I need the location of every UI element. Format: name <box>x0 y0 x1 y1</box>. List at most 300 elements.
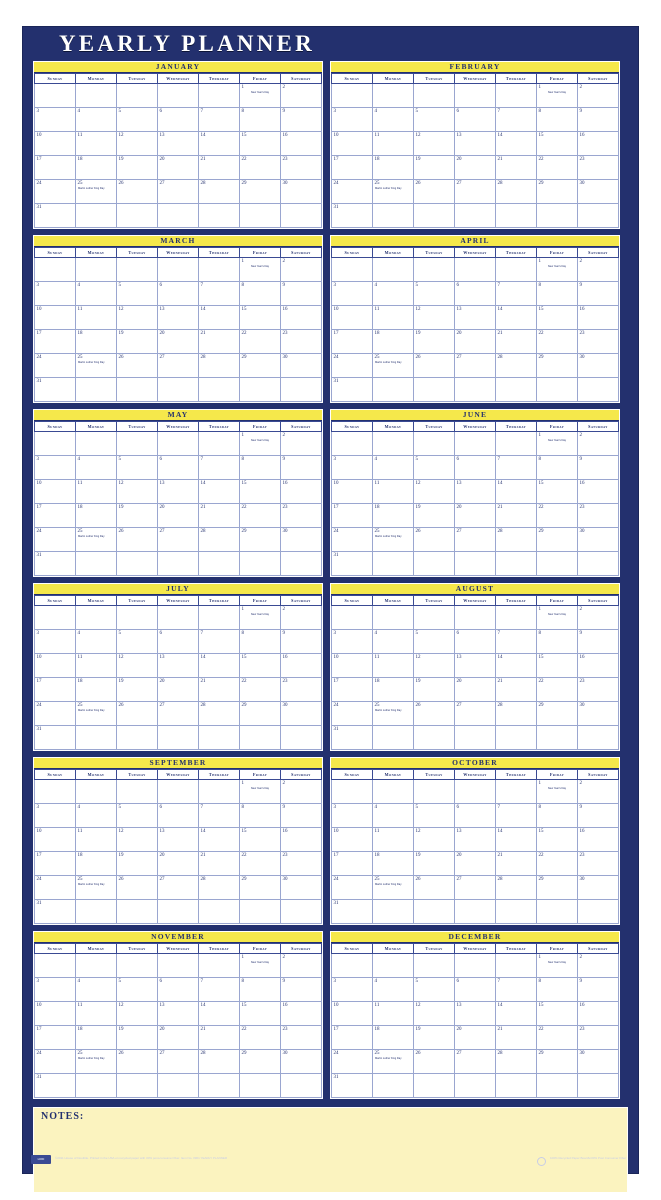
day-cell[interactable] <box>281 630 322 654</box>
day-cell[interactable] <box>578 780 619 804</box>
day-cell[interactable] <box>496 630 537 654</box>
day-cell[interactable] <box>332 330 373 354</box>
day-cell[interactable] <box>199 330 240 354</box>
day-cell[interactable] <box>496 552 537 576</box>
day-cell[interactable] <box>117 828 158 852</box>
day-cell[interactable] <box>281 504 322 528</box>
day-cell[interactable] <box>199 630 240 654</box>
day-cell[interactable] <box>240 630 281 654</box>
day-cell[interactable] <box>332 84 373 108</box>
day-cell[interactable] <box>117 654 158 678</box>
day-cell[interactable] <box>117 204 158 228</box>
day-cell[interactable] <box>240 954 281 978</box>
day-cell[interactable] <box>240 828 281 852</box>
day-cell[interactable] <box>414 432 455 456</box>
day-cell[interactable] <box>117 852 158 876</box>
day-cell[interactable] <box>158 258 199 282</box>
day-cell[interactable] <box>240 108 281 132</box>
day-cell[interactable] <box>240 654 281 678</box>
day-cell[interactable] <box>537 84 578 108</box>
notes-box[interactable] <box>33 1107 628 1193</box>
day-cell[interactable] <box>455 306 496 330</box>
day-cell[interactable] <box>117 108 158 132</box>
day-cell[interactable] <box>199 552 240 576</box>
day-cell[interactable] <box>35 1002 76 1026</box>
day-cell[interactable] <box>281 306 322 330</box>
day-cell[interactable] <box>578 354 619 378</box>
day-cell[interactable] <box>35 726 76 750</box>
day-cell[interactable] <box>76 432 117 456</box>
day-cell[interactable] <box>35 354 76 378</box>
day-cell[interactable] <box>332 528 373 552</box>
day-cell[interactable] <box>496 606 537 630</box>
day-cell[interactable] <box>455 900 496 924</box>
day-cell[interactable] <box>117 330 158 354</box>
day-cell[interactable] <box>414 780 455 804</box>
day-cell[interactable] <box>332 630 373 654</box>
day-cell[interactable] <box>373 1074 414 1098</box>
day-cell[interactable] <box>117 978 158 1002</box>
day-cell[interactable] <box>578 702 619 726</box>
day-cell[interactable] <box>332 852 373 876</box>
day-cell[interactable] <box>455 702 496 726</box>
day-cell[interactable] <box>281 84 322 108</box>
day-cell[interactable] <box>35 180 76 204</box>
day-cell[interactable] <box>281 1026 322 1050</box>
day-cell[interactable] <box>414 852 455 876</box>
day-cell[interactable] <box>240 456 281 480</box>
day-cell[interactable] <box>455 258 496 282</box>
day-cell[interactable] <box>455 552 496 576</box>
day-cell[interactable] <box>281 978 322 1002</box>
day-cell[interactable] <box>76 1074 117 1098</box>
day-cell[interactable] <box>158 132 199 156</box>
day-cell[interactable] <box>117 876 158 900</box>
day-cell[interactable] <box>578 978 619 1002</box>
day-cell[interactable] <box>332 378 373 402</box>
day-cell[interactable] <box>414 1074 455 1098</box>
day-cell[interactable] <box>578 804 619 828</box>
day-cell[interactable] <box>537 306 578 330</box>
day-cell[interactable] <box>76 726 117 750</box>
day-cell[interactable] <box>158 108 199 132</box>
day-cell[interactable] <box>373 678 414 702</box>
day-cell[interactable] <box>158 1074 199 1098</box>
day-cell[interactable] <box>117 456 158 480</box>
day-cell[interactable] <box>76 828 117 852</box>
day-cell[interactable] <box>373 954 414 978</box>
day-cell[interactable] <box>158 180 199 204</box>
day-cell[interactable] <box>281 654 322 678</box>
day-cell[interactable] <box>496 132 537 156</box>
day-cell[interactable] <box>199 456 240 480</box>
day-cell[interactable] <box>35 108 76 132</box>
day-cell[interactable] <box>455 828 496 852</box>
day-cell[interactable] <box>35 132 76 156</box>
day-cell[interactable] <box>117 1050 158 1074</box>
day-cell[interactable] <box>537 504 578 528</box>
day-cell[interactable] <box>158 480 199 504</box>
day-cell[interactable] <box>578 1002 619 1026</box>
day-cell[interactable] <box>35 1074 76 1098</box>
day-cell[interactable] <box>35 780 76 804</box>
day-cell[interactable] <box>281 852 322 876</box>
day-cell[interactable] <box>158 852 199 876</box>
day-cell[interactable] <box>496 528 537 552</box>
day-cell[interactable] <box>373 108 414 132</box>
day-cell[interactable] <box>332 954 373 978</box>
day-cell[interactable] <box>373 828 414 852</box>
day-cell[interactable] <box>158 954 199 978</box>
day-cell[interactable] <box>414 678 455 702</box>
day-cell[interactable] <box>332 1074 373 1098</box>
day-cell[interactable] <box>373 780 414 804</box>
day-cell[interactable] <box>76 1050 117 1074</box>
day-cell[interactable] <box>281 156 322 180</box>
day-cell[interactable] <box>240 552 281 576</box>
day-cell[interactable] <box>35 432 76 456</box>
day-cell[interactable] <box>332 258 373 282</box>
day-cell[interactable] <box>537 1026 578 1050</box>
day-cell[interactable] <box>537 606 578 630</box>
day-cell[interactable] <box>414 1026 455 1050</box>
day-cell[interactable] <box>240 1074 281 1098</box>
day-cell[interactable] <box>240 330 281 354</box>
day-cell[interactable] <box>199 108 240 132</box>
day-cell[interactable] <box>455 480 496 504</box>
day-cell[interactable] <box>35 282 76 306</box>
day-cell[interactable] <box>537 282 578 306</box>
day-cell[interactable] <box>332 108 373 132</box>
day-cell[interactable] <box>76 456 117 480</box>
day-cell[interactable] <box>281 204 322 228</box>
day-cell[interactable] <box>496 726 537 750</box>
day-cell[interactable] <box>76 528 117 552</box>
day-cell[interactable] <box>199 156 240 180</box>
day-cell[interactable] <box>455 282 496 306</box>
day-cell[interactable] <box>537 204 578 228</box>
day-cell[interactable] <box>281 132 322 156</box>
day-cell[interactable] <box>455 108 496 132</box>
day-cell[interactable] <box>455 528 496 552</box>
day-cell[interactable] <box>455 678 496 702</box>
day-cell[interactable] <box>158 1050 199 1074</box>
day-cell[interactable] <box>281 1050 322 1074</box>
day-cell[interactable] <box>578 726 619 750</box>
day-cell[interactable] <box>578 204 619 228</box>
day-cell[interactable] <box>281 900 322 924</box>
day-cell[interactable] <box>281 528 322 552</box>
day-cell[interactable] <box>158 828 199 852</box>
day-cell[interactable] <box>240 900 281 924</box>
day-cell[interactable] <box>199 678 240 702</box>
day-cell[interactable] <box>414 630 455 654</box>
day-cell[interactable] <box>496 780 537 804</box>
day-cell[interactable] <box>158 1026 199 1050</box>
day-cell[interactable] <box>35 156 76 180</box>
day-cell[interactable] <box>35 876 76 900</box>
day-cell[interactable] <box>35 552 76 576</box>
day-cell[interactable] <box>117 1074 158 1098</box>
day-cell[interactable] <box>537 828 578 852</box>
day-cell[interactable] <box>35 678 76 702</box>
day-cell[interactable] <box>199 1026 240 1050</box>
day-cell[interactable] <box>158 726 199 750</box>
day-cell[interactable] <box>455 84 496 108</box>
day-cell[interactable] <box>537 780 578 804</box>
day-cell[interactable] <box>199 954 240 978</box>
day-cell[interactable] <box>414 552 455 576</box>
day-cell[interactable] <box>496 804 537 828</box>
day-cell[interactable] <box>537 552 578 576</box>
day-cell[interactable] <box>537 630 578 654</box>
day-cell[interactable] <box>496 432 537 456</box>
day-cell[interactable] <box>537 480 578 504</box>
day-cell[interactable] <box>414 900 455 924</box>
day-cell[interactable] <box>281 828 322 852</box>
day-cell[interactable] <box>578 1050 619 1074</box>
day-cell[interactable] <box>496 1002 537 1026</box>
day-cell[interactable] <box>199 204 240 228</box>
day-cell[interactable] <box>455 1074 496 1098</box>
day-cell[interactable] <box>455 132 496 156</box>
day-cell[interactable] <box>35 804 76 828</box>
day-cell[interactable] <box>158 1002 199 1026</box>
day-cell[interactable] <box>578 330 619 354</box>
day-cell[interactable] <box>76 954 117 978</box>
day-cell[interactable] <box>117 900 158 924</box>
day-cell[interactable] <box>578 552 619 576</box>
day-cell[interactable] <box>332 456 373 480</box>
day-cell[interactable] <box>240 84 281 108</box>
day-cell[interactable] <box>414 306 455 330</box>
day-cell[interactable] <box>332 1002 373 1026</box>
day-cell[interactable] <box>158 978 199 1002</box>
day-cell[interactable] <box>373 654 414 678</box>
day-cell[interactable] <box>373 282 414 306</box>
day-cell[interactable] <box>332 204 373 228</box>
day-cell[interactable] <box>373 804 414 828</box>
day-cell[interactable] <box>35 306 76 330</box>
day-cell[interactable] <box>117 132 158 156</box>
day-cell[interactable] <box>281 108 322 132</box>
day-cell[interactable] <box>496 876 537 900</box>
day-cell[interactable] <box>496 1074 537 1098</box>
day-cell[interactable] <box>332 480 373 504</box>
day-cell[interactable] <box>76 378 117 402</box>
day-cell[interactable] <box>455 876 496 900</box>
day-cell[interactable] <box>117 378 158 402</box>
day-cell[interactable] <box>496 828 537 852</box>
day-cell[interactable] <box>373 330 414 354</box>
day-cell[interactable] <box>373 378 414 402</box>
day-cell[interactable] <box>240 978 281 1002</box>
day-cell[interactable] <box>496 480 537 504</box>
day-cell[interactable] <box>158 876 199 900</box>
day-cell[interactable] <box>76 204 117 228</box>
day-cell[interactable] <box>537 258 578 282</box>
day-cell[interactable] <box>373 156 414 180</box>
day-cell[interactable] <box>537 528 578 552</box>
day-cell[interactable] <box>537 108 578 132</box>
day-cell[interactable] <box>414 726 455 750</box>
day-cell[interactable] <box>35 1026 76 1050</box>
day-cell[interactable] <box>199 654 240 678</box>
day-cell[interactable] <box>117 726 158 750</box>
day-cell[interactable] <box>455 504 496 528</box>
day-cell[interactable] <box>199 876 240 900</box>
day-cell[interactable] <box>199 780 240 804</box>
day-cell[interactable] <box>578 456 619 480</box>
day-cell[interactable] <box>117 1026 158 1050</box>
day-cell[interactable] <box>117 354 158 378</box>
day-cell[interactable] <box>158 378 199 402</box>
day-cell[interactable] <box>496 978 537 1002</box>
day-cell[interactable] <box>414 606 455 630</box>
day-cell[interactable] <box>578 900 619 924</box>
day-cell[interactable] <box>117 678 158 702</box>
day-cell[interactable] <box>117 954 158 978</box>
day-cell[interactable] <box>373 1050 414 1074</box>
day-cell[interactable] <box>578 84 619 108</box>
day-cell[interactable] <box>455 780 496 804</box>
day-cell[interactable] <box>158 156 199 180</box>
day-cell[interactable] <box>240 852 281 876</box>
day-cell[interactable] <box>76 306 117 330</box>
day-cell[interactable] <box>76 780 117 804</box>
day-cell[interactable] <box>373 702 414 726</box>
day-cell[interactable] <box>76 354 117 378</box>
day-cell[interactable] <box>373 480 414 504</box>
day-cell[interactable] <box>158 900 199 924</box>
day-cell[interactable] <box>199 1074 240 1098</box>
day-cell[interactable] <box>537 876 578 900</box>
day-cell[interactable] <box>199 606 240 630</box>
day-cell[interactable] <box>35 606 76 630</box>
day-cell[interactable] <box>199 1002 240 1026</box>
day-cell[interactable] <box>199 504 240 528</box>
day-cell[interactable] <box>199 978 240 1002</box>
day-cell[interactable] <box>373 306 414 330</box>
day-cell[interactable] <box>240 702 281 726</box>
day-cell[interactable] <box>373 876 414 900</box>
day-cell[interactable] <box>281 1002 322 1026</box>
day-cell[interactable] <box>117 1002 158 1026</box>
day-cell[interactable] <box>332 504 373 528</box>
day-cell[interactable] <box>537 900 578 924</box>
day-cell[interactable] <box>199 528 240 552</box>
day-cell[interactable] <box>578 1026 619 1050</box>
day-cell[interactable] <box>240 354 281 378</box>
day-cell[interactable] <box>414 1050 455 1074</box>
day-cell[interactable] <box>332 654 373 678</box>
day-cell[interactable] <box>414 330 455 354</box>
day-cell[interactable] <box>76 156 117 180</box>
day-cell[interactable] <box>199 432 240 456</box>
day-cell[interactable] <box>117 552 158 576</box>
day-cell[interactable] <box>537 456 578 480</box>
day-cell[interactable] <box>414 108 455 132</box>
day-cell[interactable] <box>158 606 199 630</box>
day-cell[interactable] <box>281 726 322 750</box>
day-cell[interactable] <box>455 156 496 180</box>
day-cell[interactable] <box>240 1050 281 1074</box>
day-cell[interactable] <box>35 954 76 978</box>
day-cell[interactable] <box>76 330 117 354</box>
day-cell[interactable] <box>76 1002 117 1026</box>
day-cell[interactable] <box>240 726 281 750</box>
day-cell[interactable] <box>240 1002 281 1026</box>
day-cell[interactable] <box>76 702 117 726</box>
day-cell[interactable] <box>332 552 373 576</box>
day-cell[interactable] <box>240 258 281 282</box>
day-cell[interactable] <box>117 432 158 456</box>
day-cell[interactable] <box>199 354 240 378</box>
day-cell[interactable] <box>578 108 619 132</box>
day-cell[interactable] <box>414 954 455 978</box>
day-cell[interactable] <box>537 852 578 876</box>
day-cell[interactable] <box>240 606 281 630</box>
day-cell[interactable] <box>414 132 455 156</box>
day-cell[interactable] <box>281 378 322 402</box>
day-cell[interactable] <box>496 1026 537 1050</box>
day-cell[interactable] <box>158 654 199 678</box>
day-cell[interactable] <box>76 180 117 204</box>
day-cell[interactable] <box>281 702 322 726</box>
day-cell[interactable] <box>199 804 240 828</box>
day-cell[interactable] <box>414 504 455 528</box>
day-cell[interactable] <box>199 852 240 876</box>
day-cell[interactable] <box>496 156 537 180</box>
day-cell[interactable] <box>578 1074 619 1098</box>
day-cell[interactable] <box>373 456 414 480</box>
day-cell[interactable] <box>240 378 281 402</box>
day-cell[interactable] <box>332 1026 373 1050</box>
day-cell[interactable] <box>35 654 76 678</box>
day-cell[interactable] <box>578 852 619 876</box>
day-cell[interactable] <box>414 258 455 282</box>
day-cell[interactable] <box>455 204 496 228</box>
day-cell[interactable] <box>199 900 240 924</box>
day-cell[interactable] <box>240 156 281 180</box>
day-cell[interactable] <box>35 828 76 852</box>
day-cell[interactable] <box>373 258 414 282</box>
day-cell[interactable] <box>414 978 455 1002</box>
day-cell[interactable] <box>35 84 76 108</box>
day-cell[interactable] <box>537 1074 578 1098</box>
day-cell[interactable] <box>76 480 117 504</box>
day-cell[interactable] <box>578 258 619 282</box>
day-cell[interactable] <box>76 282 117 306</box>
day-cell[interactable] <box>578 606 619 630</box>
day-cell[interactable] <box>373 552 414 576</box>
day-cell[interactable] <box>332 606 373 630</box>
day-cell[interactable] <box>332 132 373 156</box>
day-cell[interactable] <box>373 180 414 204</box>
day-cell[interactable] <box>414 528 455 552</box>
day-cell[interactable] <box>332 156 373 180</box>
day-cell[interactable] <box>496 678 537 702</box>
day-cell[interactable] <box>76 852 117 876</box>
day-cell[interactable] <box>537 702 578 726</box>
day-cell[interactable] <box>373 606 414 630</box>
day-cell[interactable] <box>414 456 455 480</box>
day-cell[interactable] <box>117 804 158 828</box>
day-cell[interactable] <box>578 480 619 504</box>
day-cell[interactable] <box>281 354 322 378</box>
day-cell[interactable] <box>578 432 619 456</box>
day-cell[interactable] <box>76 630 117 654</box>
